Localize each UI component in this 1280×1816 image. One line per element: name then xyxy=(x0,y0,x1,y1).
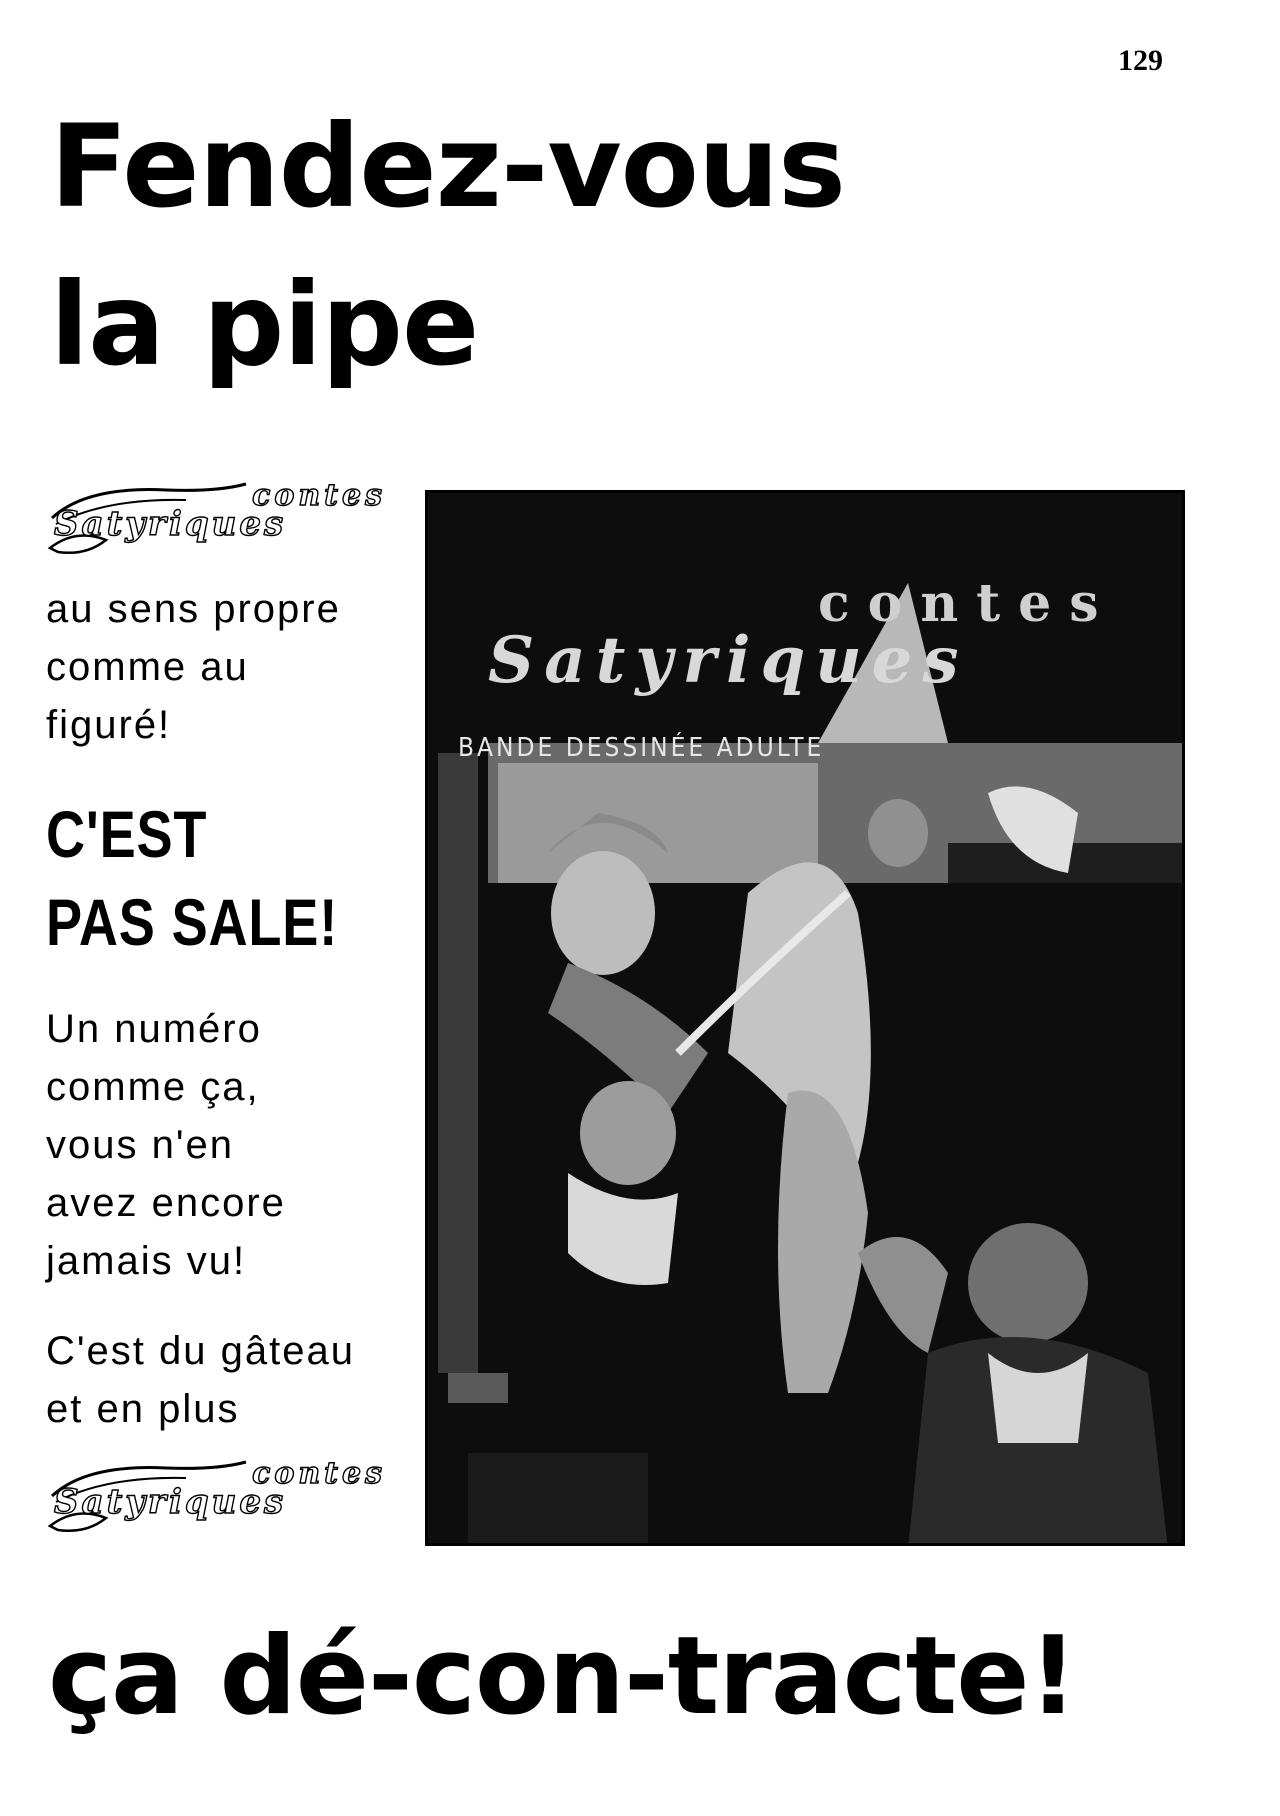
headline-line-1: Fendez-vous xyxy=(50,100,845,233)
closing-slogan: ça dé-con-tracte! xyxy=(48,1614,1077,1739)
logo-word-bottom: Satyriques xyxy=(54,504,287,544)
headline-line-2: la pipe xyxy=(50,258,479,391)
cover-title-bottom: Satyriques xyxy=(488,623,969,698)
cover-subtitle: BANDE DESSINÉE ADULTE xyxy=(458,733,825,763)
paragraph-2-line: Un numéro xyxy=(46,1007,262,1051)
left-column xyxy=(46,478,406,1536)
paragraph-2-line: vous n'en xyxy=(46,1123,234,1167)
paragraph-3-line: et en plus xyxy=(46,1387,240,1431)
paragraph-1-line: au sens propre xyxy=(46,587,341,631)
paragraph-1 xyxy=(46,580,406,754)
paragraph-1-line: comme au xyxy=(46,645,249,689)
contes-satyriques-logo xyxy=(46,478,386,558)
paragraph-2 xyxy=(46,1000,406,1290)
paragraph-1-line: figuré! xyxy=(46,703,172,747)
paragraph-2-line: jamais vu! xyxy=(46,1239,247,1283)
logo-word-bottom: Satyriques xyxy=(54,1482,287,1522)
contes-satyriques-logo xyxy=(46,1456,386,1536)
comic-cover-image xyxy=(425,490,1185,1546)
logo-word-top: contes xyxy=(252,1456,386,1491)
bold-slogan-line: C'EST xyxy=(46,797,208,871)
paragraph-2-line: avez encore xyxy=(46,1181,286,1225)
logo-word-top: contes xyxy=(252,478,386,513)
bold-slogan-line: PAS SALE! xyxy=(46,885,339,959)
cover-title-top: contes xyxy=(818,573,1117,634)
paragraph-3-line: C'est du gâteau xyxy=(46,1329,355,1373)
paragraph-2-line: comme ça, xyxy=(46,1065,260,1109)
headline xyxy=(50,88,845,404)
page-number: 129 xyxy=(1118,44,1163,77)
bold-slogan xyxy=(46,790,341,966)
paragraph-3 xyxy=(46,1322,406,1438)
